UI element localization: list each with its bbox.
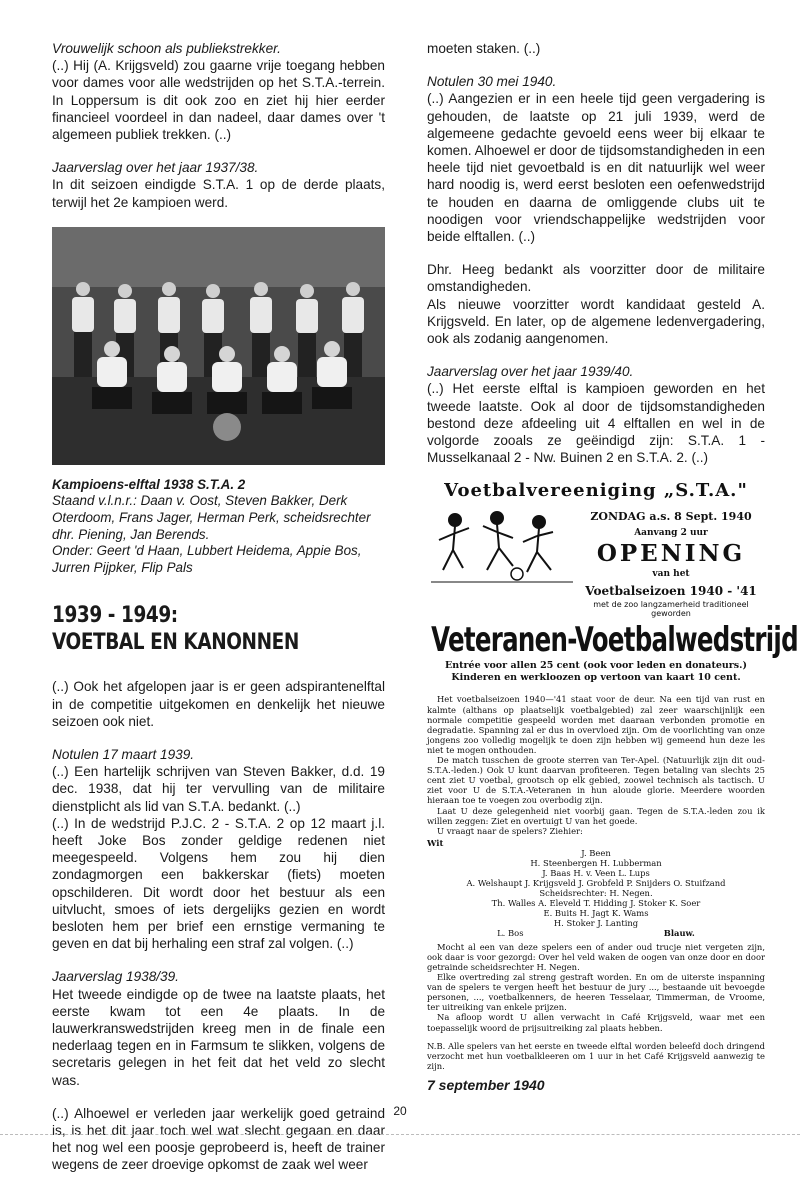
poster-body [427,694,765,1070]
caption-standing: Staand v.l.n.r.: Daan v. Oost, Steven Bakker, Derk Oterdoom, Frans Jager, Herman Perk, scheidsrechter dhr. Piening, Jan Berends. [52,493,371,542]
lineup-name: L. Bos [497,927,524,938]
article-body: Het tweede eindigde op de twee na laatste plaats, het eerste kwam tot een 4e plaats. In de lauwerkranswedstrijden kreeg men in de finale een nederlaag tegen en in Farmsum te slikken, volgens de secretaris gelegen in het feit dat het veld zo slecht was. [52,986,385,1088]
poster-tradition: met de zoo langzamerheid traditioneel geworden [593,600,749,619]
paragraph-adspiranten: (..) Ook het afgelopen jaar is er geen adspirantenelftal in de competitie uitgekomen en denkelijk het nieuwe seizoen ook niet. [52,679,385,729]
section-heading-line-1: 1939 - 1949: [52,603,178,629]
article-jaarverslag-1938 [52,968,385,1088]
section-heading-line-2: VOETBAL EN KANONNEN [52,630,299,656]
team-lineups [427,838,765,938]
article-body-2: (..) In de wedstrijd P.J.C. 2 - S.T.A. 2 op 12 maart j.l. heeft Joke Bos zonder geldige redenen niet meegespeeld. Volgens hem zou hij dien zondagmorgen een bakkerskar (fiets) moeten opschilderen. Dit wordt door het bestuur als een uitvlucht, smoes of iets dergelijks gezien en wordt besloten hem per brief een ernstige vermaning te geven en dat bij herhaling een straf zal volgen. (..) [52,815,385,952]
poster-title: Veteranen-Voetbalwedstrijd [431,620,798,661]
poster-date: ZONDAG a.s. 8 Sept. 1940 [590,509,752,523]
lineup-row: E. Buits H. Jagt K. Wams [543,907,649,918]
article-title: Jaarverslag 1938/39. [52,969,179,985]
lineup-row: H. Steenbergen H. Lubberman [530,857,662,868]
article-body: In dit seizoen eindigde S.T.A. 1 op de derde plaats, terwijl het 2e kampioen werd. [52,177,385,210]
article-vrouwelijk-schoon [52,40,385,143]
article-voorzitter [427,261,765,347]
poster-paragraph: Na afloop wordt U allen verwacht in Café Krijgsveld, waar met een toepasselijk woord de prijsuitreiking zal plaats hebben. [427,1012,765,1033]
poster-paragraph: Laat U deze gelegenheid niet voorbij gaan. Tegen de S.T.A.-leden zou ik willen zeggen: Ziet en overtuigt U van het goede. [427,805,765,826]
lineup-referee: Scheidsrechter: H. Negen. [539,887,653,898]
poster-start-time: Aanvang 2 uur [634,527,708,538]
poster-event-info [577,508,765,619]
lineup-row [427,928,765,938]
poster-opening: OPENING [596,540,746,568]
article-body: Dhr. Heeg bedankt als voorzitter door de militaire omstandigheden. [427,262,765,295]
team-photo-image [52,227,385,465]
team-photo [52,227,385,465]
match-poster [427,480,798,1071]
poster-entree-adults: Entrée voor allen 25 cent (ook voor leden en donateurs.) [445,660,747,672]
team-blauw-label: Blauw. [663,927,695,938]
poster-nb: N.B. Alle spelers van het eerste en tweede elftal worden beleefd doch dringend verzocht met hun voetbalkleeren om 1 uur in het Café Krijgsveld aanwezig te zijn. [427,1040,765,1071]
article-jaarverslag-1939 [427,363,765,466]
article-title: Notulen 17 maart 1939. [52,747,195,762]
poster-van-het: van het [652,569,690,580]
section-heading [52,602,332,656]
page-number: 20 [393,1104,407,1118]
article-body: (..) Het eerste elftal is kampioen geworden en het tweede laatste. Ook al door de tijdsomstandigheden bestond deze afdeeling uit 4 elftallen en wel in de volgorde zooals ze geëindigd zijn: S.T.A. 1 - Musselkanaal 2 - Nw. Buinen 2 en S.T.A. 2. (..) [427,381,765,466]
article-title: Jaarverslag over het jaar 1939/40. [427,364,634,380]
paragraph-training: (..) Alhoewel er verleden jaar werkelijk goed getraind is, is het dit jaar toch wel wat slecht gegaan en daar het nog wel een poosje geprobeerd is, heeft de trainer wegens de zeer droevige opkomst de zaak wel weer [52,1105,385,1173]
poster-top [427,508,765,619]
article-title: Notulen 30 mei 1940. [427,74,557,90]
caption-front-row: Onder: Geert 'd Haan, Lubbert Heidema, Appie Bos, Jurren Pijpker, Flip Pals [52,543,362,575]
team-wit-label: Wit [427,837,444,848]
caption-title: Kampioens-elftal 1938 S.T.A. 2 [52,476,246,492]
article-body: (..) Aangezien er in een heele tijd geen vergadering is gehouden, de laatste op 21 juli 1939, werd de algemeene gedachte gevoeld eens weer bij elkaar te komen. Alhoewel er door de tijdsomstandigheden in een heele tijd niet gevoetbald is en dit natuurlijk wel weer hard noodig is, werd eerst besloten een oefenwedstrijd te houden en daarna de omliggende clubs uit te noodigen voor vriendschappelijke wedstrijden voor beide elftallen. (..) [427,91,765,245]
left-column [52,40,385,1190]
article-body: (..) Een hartelijk schrijven van Steven Bakker, d.d. 19 dec. 1938, dat hij ter vervulling van de militaire dienstplicht als lid van S.T.A. bedankt. (..) [52,764,385,814]
right-column [427,40,798,1094]
article-body: (..) Hij (A. Krijgsveld) zou gaarne vrije toegang hebben voor dames voor alle wedstrijden op het S.T.A.-terrein. In Loppersum is dit ook zoo en ziet hij hier eerder financieel voordeel in dan nadeel, daar dames over 't algemeen publiek trekken. (..) [52,58,385,143]
lineup-row: Th. Walles A. Eleveld T. Hidding J. Stoker K. Soer [491,897,701,908]
poster-header: Voetbalvereeniging „S.T.A." [444,480,748,502]
poster-entree-children: Kinderen en werkloozen op vertoon van kaart 10 cent. [451,672,741,684]
photo-caption [52,477,385,577]
lineup-row: H. Stoker J. Lanting [553,917,639,928]
football-players-illustration [427,508,577,588]
lineup-row: A. Welshaupt J. Krijgsveld J. Grobfeld P. Snijders O. Stuifzand [466,877,726,888]
poster-season: Voetbalseizoen 1940 - '41 [585,584,757,599]
article-notulen-1940 [427,73,765,245]
scan-edge-line [0,1134,800,1136]
poster-paragraph: Mocht al een van deze spelers een of ander oud trucje niet vergeten zijn, ook daar is voor gezorgd: Over hel veld waken de oogen van onze door en door getrainde scheidsrechter H. Negen. [427,941,765,972]
lineup-row: J. Been [581,847,611,858]
article-title: Jaarverslag over het jaar 1937/38. [52,160,259,176]
poster-paragraph: Elke overtreding zal streng gestraft worden. En om de uiterste inspanning van de spelers te vergen heeft het bestuur de jury ..., bestaande uit bevoegde personen, ..., voetbalkenners, de heeren Tesselaar, Timmerman, de Vroome, ter uitreiking van enkele prijzen. [427,972,765,1013]
poster-paragraph: U vraagt naar de spelers? Ziehier: [437,825,583,836]
poster-entree [427,660,765,684]
poster-paragraph: Het voetbalseizoen 1940—'41 staat voor de deur. Na een tijd van rust en kalmte (althans op plaatselijk voetbalgebied) zal zeer waarschijnlijk een normale competitie gespeeld worden met daaraan verbonden promotie en degradatie. Spanning zal er dus in overvloed zijn. Om de voorlichting van onze jongens zoo volledig mogelijk te doen zijn hebben wij gemeend hun deze les niet te mogen onthouden. [427,694,765,755]
lineup-row: J. Baas H. v. Veen L. Lups [542,867,650,878]
article-jaarverslag-1937 [52,159,385,211]
article-notulen-1939 [52,746,385,952]
paragraph-continuation: moeten staken. (..) [427,41,541,56]
article-body-2: Als nieuwe voorzitter wordt kandidaat gesteld A. Krijgsveld. En later, op de algemene ledenvergadering, ook als zodanig aangenomen. [427,296,765,347]
poster-paragraph: De match tusschen de groote sterren van Ter-Apel. (Natuurlijk zijn dit oud-S.T.A.-leden.) Ook U kunt daarvan profiteeren. Tegen betaling van slechts 25 cent ziet U voetbal, grootsch op elk gebied, zoowel technisch als tactisch. U ziet voor U de S.T.A.-Veteranen in hun aloude glorie. Meerdere woorden hieraan toe te voegen zou overbodig zijn. [427,755,765,806]
poster-date-signature: 7 september 1940 [427,1076,545,1093]
article-title: Vrouwelijk schoon als publiekstrekker. [52,41,281,56]
